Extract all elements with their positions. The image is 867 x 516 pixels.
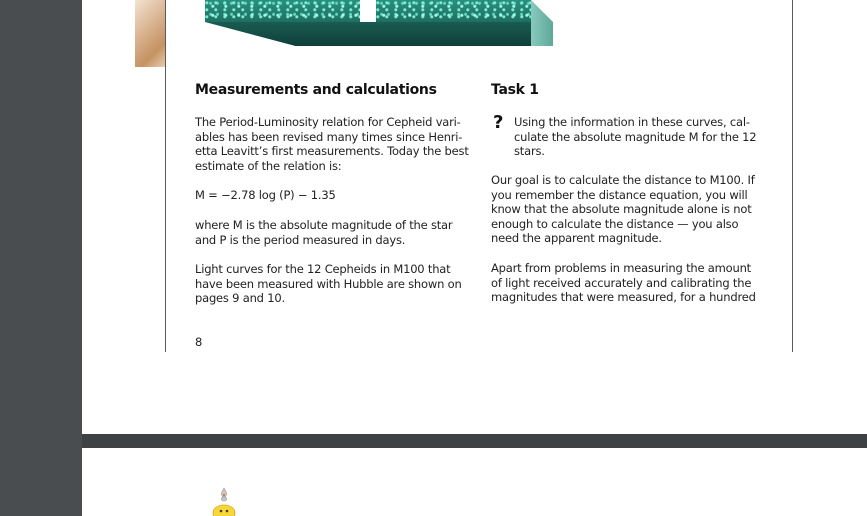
- section-heading-measurements: Measurements and calculations: [195, 82, 437, 98]
- mascot-icon: [208, 486, 240, 516]
- paragraph-light-curves: Light curves for the 12 Cepheids in M100 that have been measured with Hubble are shown on pages 9 and 10.: [195, 262, 462, 306]
- equation-text: M = −2.78 log (P) − 1.35: [195, 188, 336, 202]
- paragraph-magnitude-definition: where M is the absolute magnitude of the star and P is the period measured in days.: [195, 218, 453, 247]
- solar-panel-image-right: [376, 0, 531, 22]
- task-item-text: Using the information in these curves, cal- culate the absolute magnitude M for the 12 stars.: [514, 115, 757, 159]
- next-document-page: [82, 448, 867, 516]
- page-gap: [82, 434, 867, 448]
- paragraph-measurement-problems: Apart from problems in measuring the amount of light received accurately and calibrating the magnitudes that were measured, for a hundred: [491, 261, 756, 305]
- question-mark-icon: ?: [493, 112, 504, 133]
- photo-strip-image: [135, 0, 165, 67]
- paragraph-distance-goal: Our goal is to calculate the distance to M100. If you remember the distance equation, you will know that the absolute magnitude alone is not enough to calculate the distance — you also need the apparent magnitude.: [491, 173, 755, 246]
- paragraph-period-luminosity: The Period-Luminosity relation for Cepheid vari- ables has been revised many times since Henri- etta Leavitt’s first measurements. Today the best estimate of the relation is:: [195, 115, 469, 173]
- section-heading-task1: Task 1: [491, 82, 539, 98]
- page-number: 8: [195, 335, 203, 349]
- page-frame-right-rule: [792, 0, 793, 352]
- page-frame-left-rule: [165, 0, 166, 352]
- solar-panel-image-left: [205, 0, 360, 22]
